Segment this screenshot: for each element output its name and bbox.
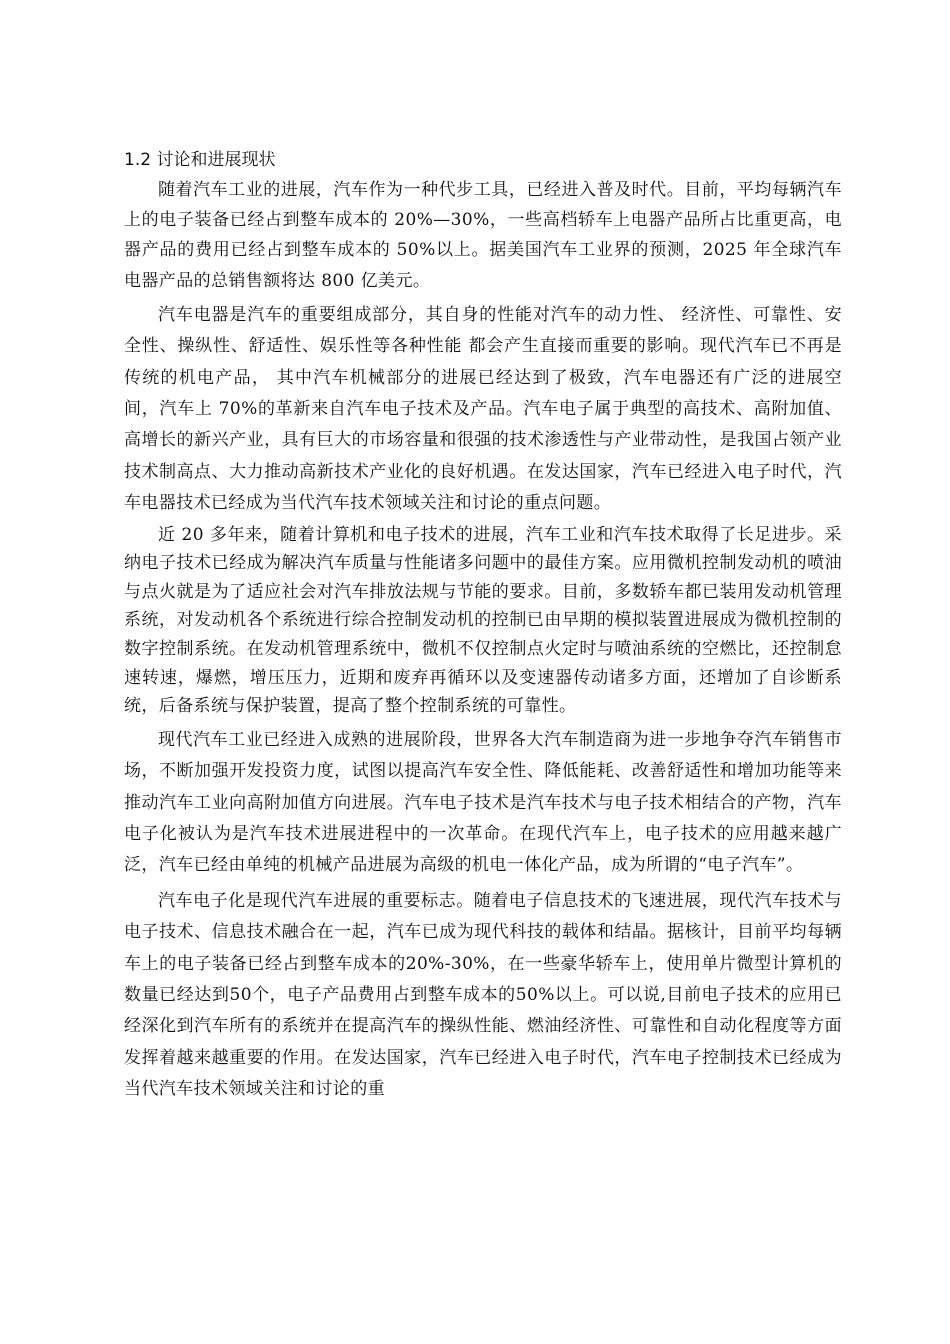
paragraph-5: 汽车电子化是现代汽车进展的重要标志。随着电子信息技术的飞速进展，现代汽车技术与电子技术、信息技术融合在一起，汽车已成为现代科技的载体和结晶。据核计，目前平均每辆车上的电子装备已经占到整车成本的20%-30%，在一些豪华轿车上，使用单片微型计算机的数量已经达到50个，电子产品费用占到整车成本的50%以上。可以说,目前电子技术的应用已经深化到汽车所有的系统并在提高汽车的操纵性能、燃油经济性、可靠性和自动化程度等方面发挥着越来越重要的作用。在发达国家，汽车已经进入电子时代，汽车电子控制技术已经成为当代汽车技术领域关注和讨论的重 bbox=[124, 890, 842, 1100]
paragraph-3: 近 20 多年来，随着计算机和电子技术的进展，汽车工业和汽车技术取得了长足进步。采纳电子技术已经成为解决汽车质量与性能诸多问题中的最佳方案。应用微机控制发动机的喷油与点火就是为了适应社会对汽车排放法规与节能的要求。目前，多数轿车都已装用发动机管理系统，对发动机各个系统进行综合控制发动机的控制已由早期的模拟装置进展成为微机控制的数字控制系统。在发动机管理系统中，微机不仅控制点火定时与喷油系统的空燃比，还控制怠速转速，爆燃，增压压力，近期和废弃再循环以及变速器传动诸多方面，还增加了自诊断系统，后备系统与保护装置，提高了整个控制系统的可靠性。 bbox=[124, 524, 842, 717]
section-heading: 1.2 讨论和进展现状 bbox=[124, 150, 276, 170]
paragraph-2: 汽车电器是汽车的重要组成部分，其自身的性能对汽车的动力性、 经济性、可靠性、安全性、操纵性、舒适性、娱乐性等各种性能 都会产生直接而重要的影响。现代汽车已不再是传统的机电产品， 其中汽车机械部分的进展已经达到了极致，汽车电器还有广泛的进展空间，汽车上 70%的革新来自汽车电子技术及产品。汽车电子属于典型的高技术、高附加值、高增长的新兴产业，具有巨大的市场容量和很强的技术渗透性与产业带动性，是我国占领产业技术制高点、大力推动高新技术产业化的良好机遇。在发达国家，汽车已经进入电子时代，汽车电器技术已经成为当代汽车技术领域关注和讨论的重点问题。 bbox=[124, 304, 842, 514]
paragraph-4: 现代汽车工业已经进入成熟的进展阶段，世界各大汽车制造商为进一步地争夺汽车销售市场，不断加强开发投资力度，试图以提高汽车安全性、降低能耗、改善舒适性和增加功能等来推动汽车工业向高附加值方向进展。汽车电子技术是汽车技术与电子技术相结合的产物，汽车电子化被认为是汽车技术进展进程中的一次革命。在现代汽车上，电子技术的应用越来越广泛，汽车已经由单纯的机械产品进展为高级的机电一体化产品，成为所谓的“电子汽车”。 bbox=[124, 729, 842, 876]
paragraph-1: 随着汽车工业的进展，汽车作为一种代步工具，已经进入普及时代。目前，平均每辆汽车上的电子装备已经占到整车成本的 20%—30%，一些高档轿车上电器产品所占比重更高，电器产品的费用已经占到整车成本的 50%以上。据美国汽车工业界的预测，2025 年全球汽车电器产品的总销售额将达 800 亿美元。 bbox=[124, 180, 842, 291]
document-body bbox=[124, 148, 842, 1106]
